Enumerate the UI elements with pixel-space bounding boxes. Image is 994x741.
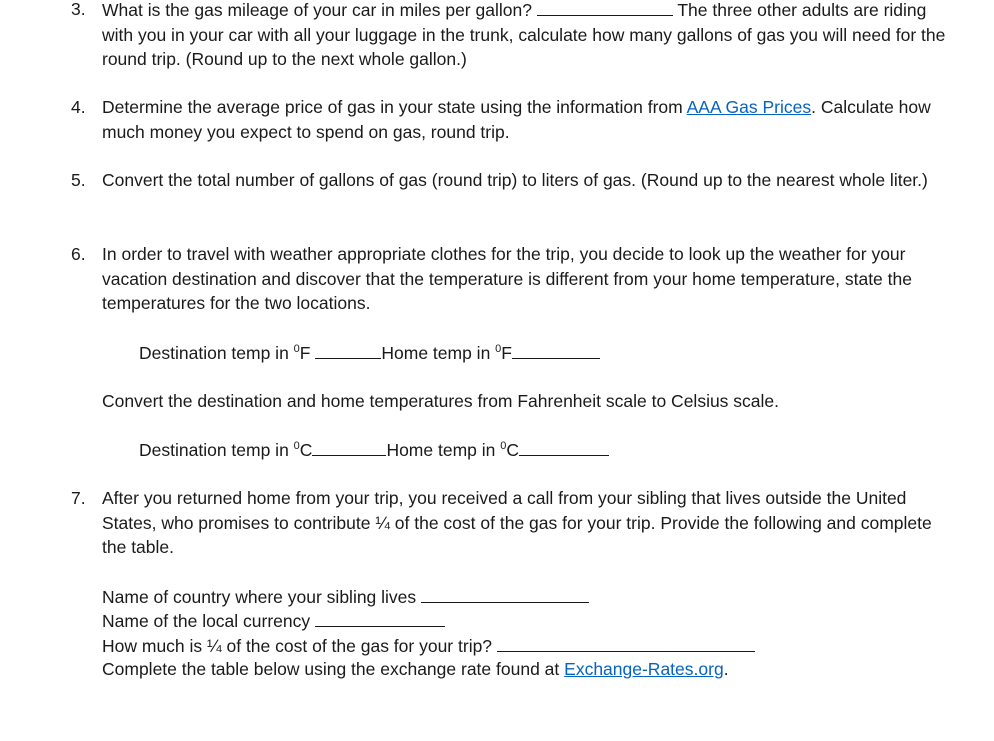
question-text: In order to travel with weather appropriate clothes for the trip, you decide to look up the weather for your vacation destination and discover that the temperature is different from your home temperature, state the temperatures for the two locations. — [102, 244, 912, 314]
mileage-answer-blank[interactable] — [537, 0, 673, 16]
question-3 — [71, 0, 954, 72]
currency-answer-blank[interactable] — [315, 608, 445, 627]
unit-c: C — [506, 440, 519, 460]
dest-f-label: Destination temp in — [139, 343, 294, 363]
degree-sign: 0 — [495, 343, 502, 355]
question-number: 4. — [71, 97, 86, 117]
dest-c-label: Destination temp in — [139, 440, 294, 460]
question-number: 6. — [71, 244, 86, 264]
quarter-cost-label: How much is ¼ of the cost of the gas for your trip? — [102, 636, 493, 656]
degree-sign: 0 — [293, 343, 300, 355]
question-text: After you returned home from your trip, you received a call from your sibling that lives outside the United States, who promises to contribute ¼ of the cost of the gas for your trip. Provide the following and complete the table. — [102, 488, 932, 558]
question-3-part-1: What is the gas mileage of your car in miles per gallon? — [102, 0, 532, 20]
question-4-part-2: . Calculate how much money you expect to spend on gas, round trip. — [102, 97, 931, 142]
home-f-label: Home temp in — [381, 343, 496, 363]
question-4 — [71, 95, 954, 144]
home-temp-c-blank[interactable] — [519, 437, 609, 456]
fahrenheit-row — [139, 340, 600, 366]
quarter-cost-answer-blank[interactable] — [497, 633, 755, 652]
degree-sign: 0 — [500, 440, 507, 452]
currency-label: Name of the local currency — [102, 611, 311, 631]
home-c-label: Home temp in — [386, 440, 501, 460]
question-text: Convert the total number of gallons of gas (round trip) to liters of gas. (Round up to the nearest whole liter.) — [102, 170, 928, 190]
currency-row — [102, 608, 445, 634]
question-3-part-2: The three other adults are riding with you in your car with all your luggage in the trunk, calculate how many gallons of gas you will need for the round trip. (Round up to the next whole gallon.) — [102, 0, 946, 70]
unit-c: C — [299, 440, 313, 460]
question-text — [102, 95, 954, 144]
country-answer-blank[interactable] — [421, 584, 589, 603]
quarter-cost-row — [102, 633, 755, 659]
unit-f: F — [299, 343, 311, 363]
question-5 — [71, 168, 954, 193]
celsius-row — [139, 437, 609, 463]
unit-f: F — [501, 343, 512, 363]
question-4-part-1: Determine the average price of gas in your state using the information from — [102, 97, 683, 117]
country-row — [102, 584, 589, 610]
question-number: 5. — [71, 170, 86, 190]
degree-sign: 0 — [293, 440, 300, 452]
question-text — [102, 0, 954, 72]
exchange-rates-link[interactable]: Exchange-Rates.org — [564, 659, 724, 679]
question-number: 7. — [71, 488, 86, 508]
aaa-gas-prices-link[interactable]: AAA Gas Prices — [686, 97, 812, 117]
convert-instruction: Convert the destination and home temperatures from Fahrenheit scale to Celsius scale. — [102, 391, 780, 411]
dest-temp-f-blank[interactable] — [315, 340, 381, 359]
dest-temp-c-blank[interactable] — [312, 437, 386, 456]
table-instruction-end: . — [723, 659, 729, 679]
question-number: 3. — [71, 0, 86, 19]
table-instruction: Complete the table below using the exchange rate found at — [102, 659, 560, 679]
table-instruction-row — [102, 657, 729, 682]
country-label: Name of country where your sibling lives — [102, 587, 417, 607]
question-7 — [71, 486, 954, 560]
question-6 — [71, 242, 954, 316]
home-temp-f-blank[interactable] — [512, 340, 600, 359]
